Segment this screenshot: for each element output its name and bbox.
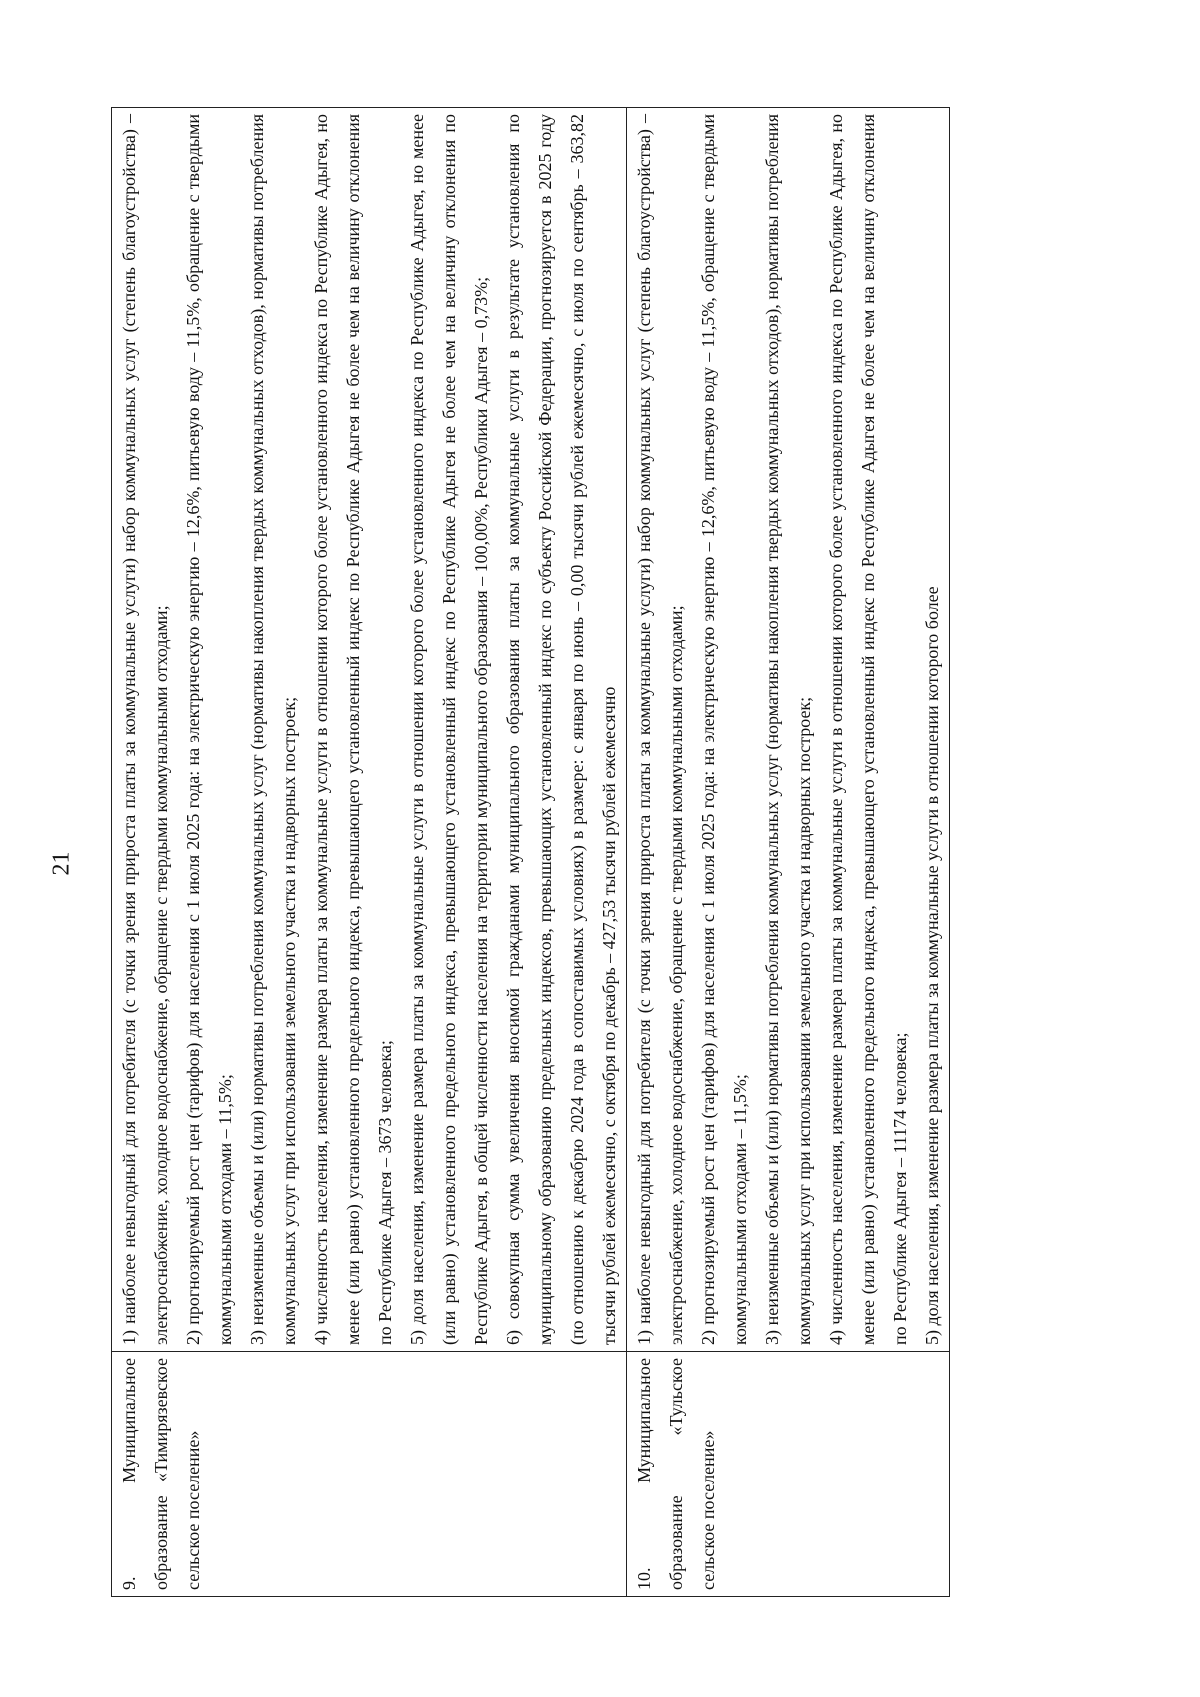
table-row-9 [112,108,627,1597]
forecast-item-1: 1) наиболее невыгодный для потребителя (с точки зрения прироста платы за коммунальные услуги) набор коммунальных услуг (степень благоустройства) – электроснабжение, холодное водоснабжение, обращение с твердыми коммунальными отходами; [119,114,171,1345]
forecast-item-4: 4) численность населения, изменение размера платы за коммунальные услуги в отношении которого более установленного индекса по Республике Адыгея, но менее (или равно) установленного предельного индекса, превышающего установленный индекс по Республике Адыгея не более чем на величину отклонения по Республике Адыгея – 11174 человека; [826,114,910,1345]
rotated-page-content [111,107,1111,1597]
forecast-item-5: 5) доля населения, изменение размера платы за коммунальные услуги в отношении которого более установленного индекса по Республике Адыгея, но менее (или равно) установленного предельного индекса, превышающего установленный индекс по Республике Адыгея не более чем на величину отклонения по Республике Адыгея, в общей численности населения на территории муниципального образования – 100,00%, Республики Адыгея – 0,73%; [407,114,491,1345]
municipality-name-cell: 9. Муниципальное образование «Тимирязевское сельское поселение» [112,1352,627,1597]
forecast-item-2: 2) прогнозируемый рост цен (тарифов) для населения с 1 июля 2025 года: на электрическую энергию – 12,6%, питьевую воду – 11,5%, обращение с твердыми коммунальными отходами – 11,5%; [183,114,235,1345]
forecast-item-4: 4) численность населения, изменение размера платы за коммунальные услуги в отношении которого более установленного индекса по Республике Адыгея, но менее (или равно) установленного предельного индекса, превышающего установленный индекс по Республике Адыгея не более чем на величину отклонения по Республике Адыгея – 3673 человека; [311,114,395,1345]
forecast-text-cell [112,108,627,1352]
forecast-item-1: 1) наиболее невыгодный для потребителя (с точки зрения прироста платы за коммунальные услуги) набор коммунальных услуг (степень благоустройства) – электроснабжение, холодное водоснабжение, обращение с твердыми коммунальными отходами; [634,114,686,1345]
table-row-10 [627,108,950,1597]
forecast-item-3: 3) неизменные объемы и (или) нормативы потребления коммунальных услуг (нормативы накопления твердых коммунальных отходов), нормативы потребления коммунальных услуг при использовании земельного участка и надворных построек; [762,114,814,1345]
forecast-item-2: 2) прогнозируемый рост цен (тарифов) для населения с 1 июля 2025 года: на электрическую энергию – 12,6%, питьевую воду – 11,5%, обращение с твердыми коммунальными отходами – 11,5%; [698,114,750,1345]
page-number: 21 [48,851,75,876]
forecast-item-3: 3) неизменные объемы и (или) нормативы потребления коммунальных услуг (нормативы накопления твердых коммунальных отходов), нормативы потребления коммунальных услуг при использовании земельного участка и надворных построек; [247,114,299,1345]
forecast-item-5: 5) доля населения, изменение размера платы за коммунальные услуги в отношении которого более [922,586,942,1345]
forecast-item-6: 6) совокупная сумма увеличения вносимой гражданами муниципального образования платы за коммунальные услуги в результате установления по муниципальному образованию предельных индексов, превышающих установленный индекс по субъекту Российской Федерации, прогнозируется в 2025 году (по отношению к декабрю 2024 года в сопоставимых условиях) в размере: с января по июнь – 0,00 тысячи рублей ежемесячно, с июля по сентябрь – 363,82 тысячи рублей ежемесячно, с октября по декабрь – 427,53 тысячи рублей ежемесячно [503,114,619,1345]
forecast-text-cell [627,108,950,1352]
tariff-forecast-table [111,107,950,1597]
municipality-name-cell: 10. Муниципальное образование «Тульское сельское поселение» [627,1352,950,1597]
